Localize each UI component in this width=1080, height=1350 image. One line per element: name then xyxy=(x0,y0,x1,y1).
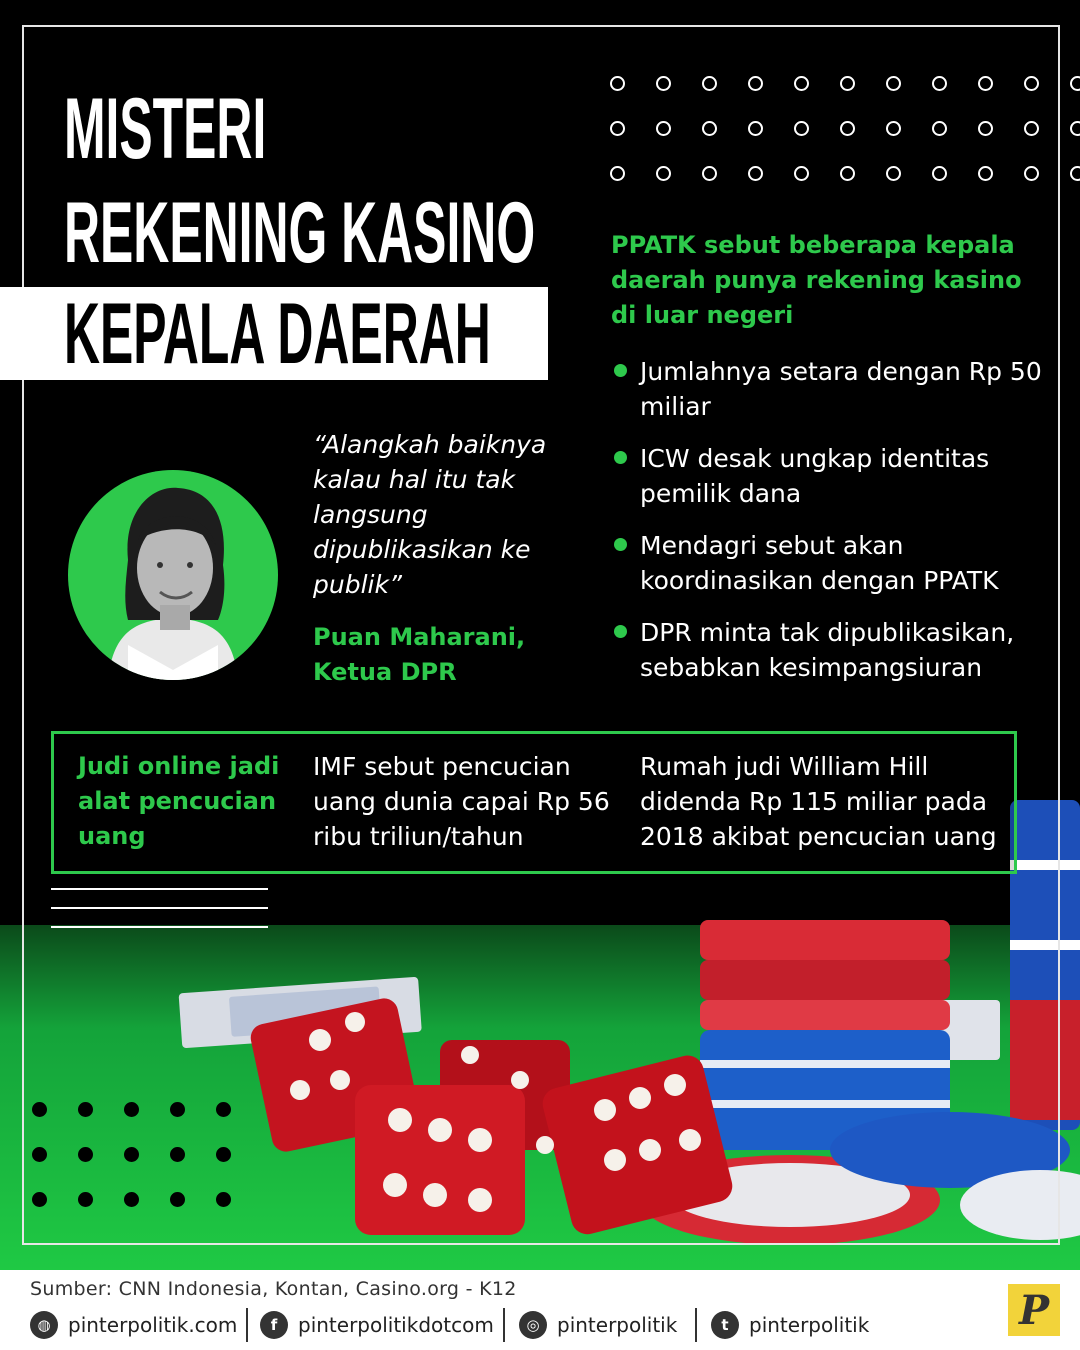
divider-line xyxy=(51,888,268,890)
social-label: pinterpolitik.com xyxy=(68,1313,238,1337)
author-role: Ketua DPR xyxy=(313,658,457,686)
title-line-3: KEPALA DAERAH xyxy=(64,286,491,382)
title-line-2: REKENING KASINO xyxy=(64,185,536,281)
bullet-item xyxy=(611,528,1051,598)
bullet-text: DPR minta tak dipublikasikan, sebabkan kesimpangsiuran xyxy=(640,618,1015,682)
fact-box-heading: Judi online jadi alat pencucian uang xyxy=(78,752,280,850)
separator xyxy=(246,1308,248,1342)
fact-box-item: Rumah judi William Hill didenda Rp 115 miliar pada 2018 akibat pencucian uang xyxy=(640,752,997,851)
footer xyxy=(0,1270,1080,1350)
bullet-text: Jumlahnya setara dengan Rp 50 miliar xyxy=(640,357,1042,421)
social-label: pinterpolitik xyxy=(557,1313,678,1337)
twitter-icon: t xyxy=(711,1311,739,1339)
social-label: pinterpolitik xyxy=(749,1313,870,1337)
quote-text: “Alangkah baiknya kalau hal itu tak langsung dipublikasikan ke publik” xyxy=(313,430,547,599)
instagram-icon: ◎ xyxy=(519,1311,547,1339)
speaker-portrait xyxy=(68,470,278,680)
fact-box-item: IMF sebut pencucian uang dunia capai Rp 56 ribu triliun/tahun xyxy=(313,752,610,851)
title-line-1: MISTERI xyxy=(64,81,267,177)
globe-icon: ◍ xyxy=(30,1311,58,1339)
decorative-ring-grid xyxy=(610,76,1080,181)
social-label: pinterpolitikdotcom xyxy=(298,1313,494,1337)
bullet-dot-icon xyxy=(614,625,627,638)
divider-line xyxy=(51,926,268,928)
social-link-instagram[interactable] xyxy=(519,1310,677,1340)
bullet-dot-icon xyxy=(614,538,627,551)
bullet-dot-icon xyxy=(614,364,627,377)
social-link-twitter[interactable] xyxy=(711,1310,869,1340)
social-link-facebook[interactable] xyxy=(260,1310,494,1340)
bullet-item xyxy=(611,354,1051,424)
bullet-text: Mendagri sebut akan koordinasikan dengan PPATK xyxy=(640,531,999,595)
separator xyxy=(695,1308,697,1342)
pinterpolitik-logo: P xyxy=(1008,1284,1060,1336)
quote-author xyxy=(313,620,525,690)
bullet-dot-icon xyxy=(614,451,627,464)
bullet-item xyxy=(611,615,1051,685)
social-link-website[interactable] xyxy=(30,1310,237,1340)
bullet-text: ICW desak ungkap identitas pemilik dana xyxy=(640,444,990,508)
separator xyxy=(503,1308,505,1342)
decorative-dot-grid xyxy=(32,1102,262,1207)
facebook-icon: f xyxy=(260,1311,288,1339)
bullet-item xyxy=(611,441,1051,511)
divider-line xyxy=(51,907,268,909)
author-name: Puan Maharani, xyxy=(313,623,526,651)
bullet-list xyxy=(611,354,1051,702)
source-credit: Sumber: CNN Indonesia, Kontan, Casino.org - K12 xyxy=(30,1278,517,1300)
lead-text: PPATK sebut beberapa kepala daerah punya rekening kasino di luar negeri xyxy=(611,231,1022,329)
